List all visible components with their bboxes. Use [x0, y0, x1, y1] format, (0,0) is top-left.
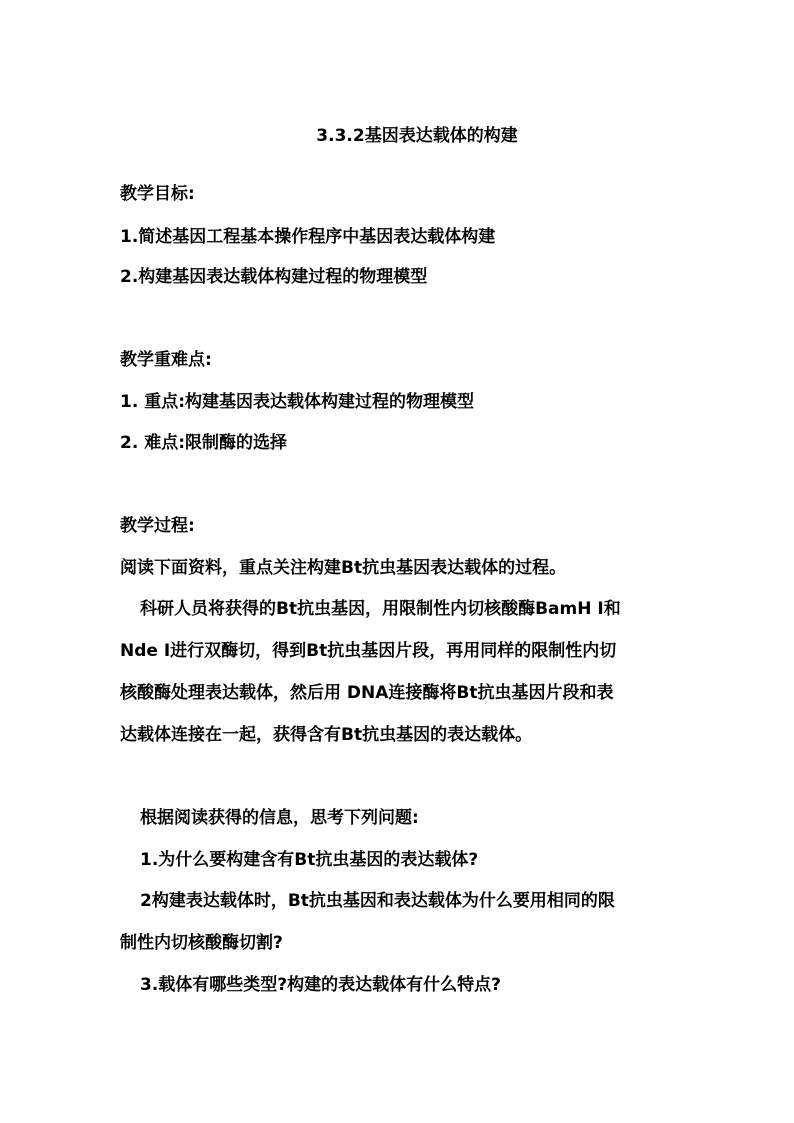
material-line-4: 达载体连接在一起，获得含有Bt抗虫基因的表达载体。	[120, 725, 533, 745]
material-line-3: 核酸酶处理表达载体，然后用 DNA连接酶将Bt抗虫基因片段和表	[120, 683, 614, 703]
question-3: 3.载体有哪些类型?构建的表达载体有什么特点?	[140, 975, 502, 995]
question-2-line-2: 制性内切核酸酶切割?	[120, 933, 283, 953]
key-point-item-2: 2. 难点:限制酶的选择	[120, 433, 288, 453]
material-line-2: Nde Ⅰ进行双酶切，得到Bt抗虫基因片段，再用同样的限制性内切	[120, 641, 617, 661]
material-line-1: 科研人员将获得的Bt抗虫基因，用限制性内切核酸酶BamH Ⅰ和	[140, 599, 621, 619]
question-2-line-1: 2构建表达载体时，Bt抗虫基因和表达载体为什么要用相同的限	[140, 891, 615, 911]
questions-intro: 根据阅读获得的信息，思考下列问题:	[140, 808, 419, 828]
key-points-heading: 教学重难点:	[120, 350, 212, 370]
objectives-heading: 教学目标:	[120, 184, 195, 204]
process-heading: 教学过程:	[120, 516, 195, 536]
objective-item-1: 1.简述基因工程基本操作程序中基因表达载体构建	[120, 227, 496, 247]
page-title: 3.3.2基因表达载体的构建	[316, 126, 518, 146]
key-point-item-1: 1. 重点:构建基因表达载体构建过程的物理模型	[120, 392, 475, 412]
objective-item-2: 2.构建基因表达载体构建过程的物理模型	[120, 267, 428, 287]
question-1: 1.为什么要构建含有Bt抗虫基因的表达载体?	[140, 850, 479, 870]
process-intro: 阅读下面资料，重点关注构建Bt抗虫基因表达载体的过程。	[120, 558, 567, 578]
